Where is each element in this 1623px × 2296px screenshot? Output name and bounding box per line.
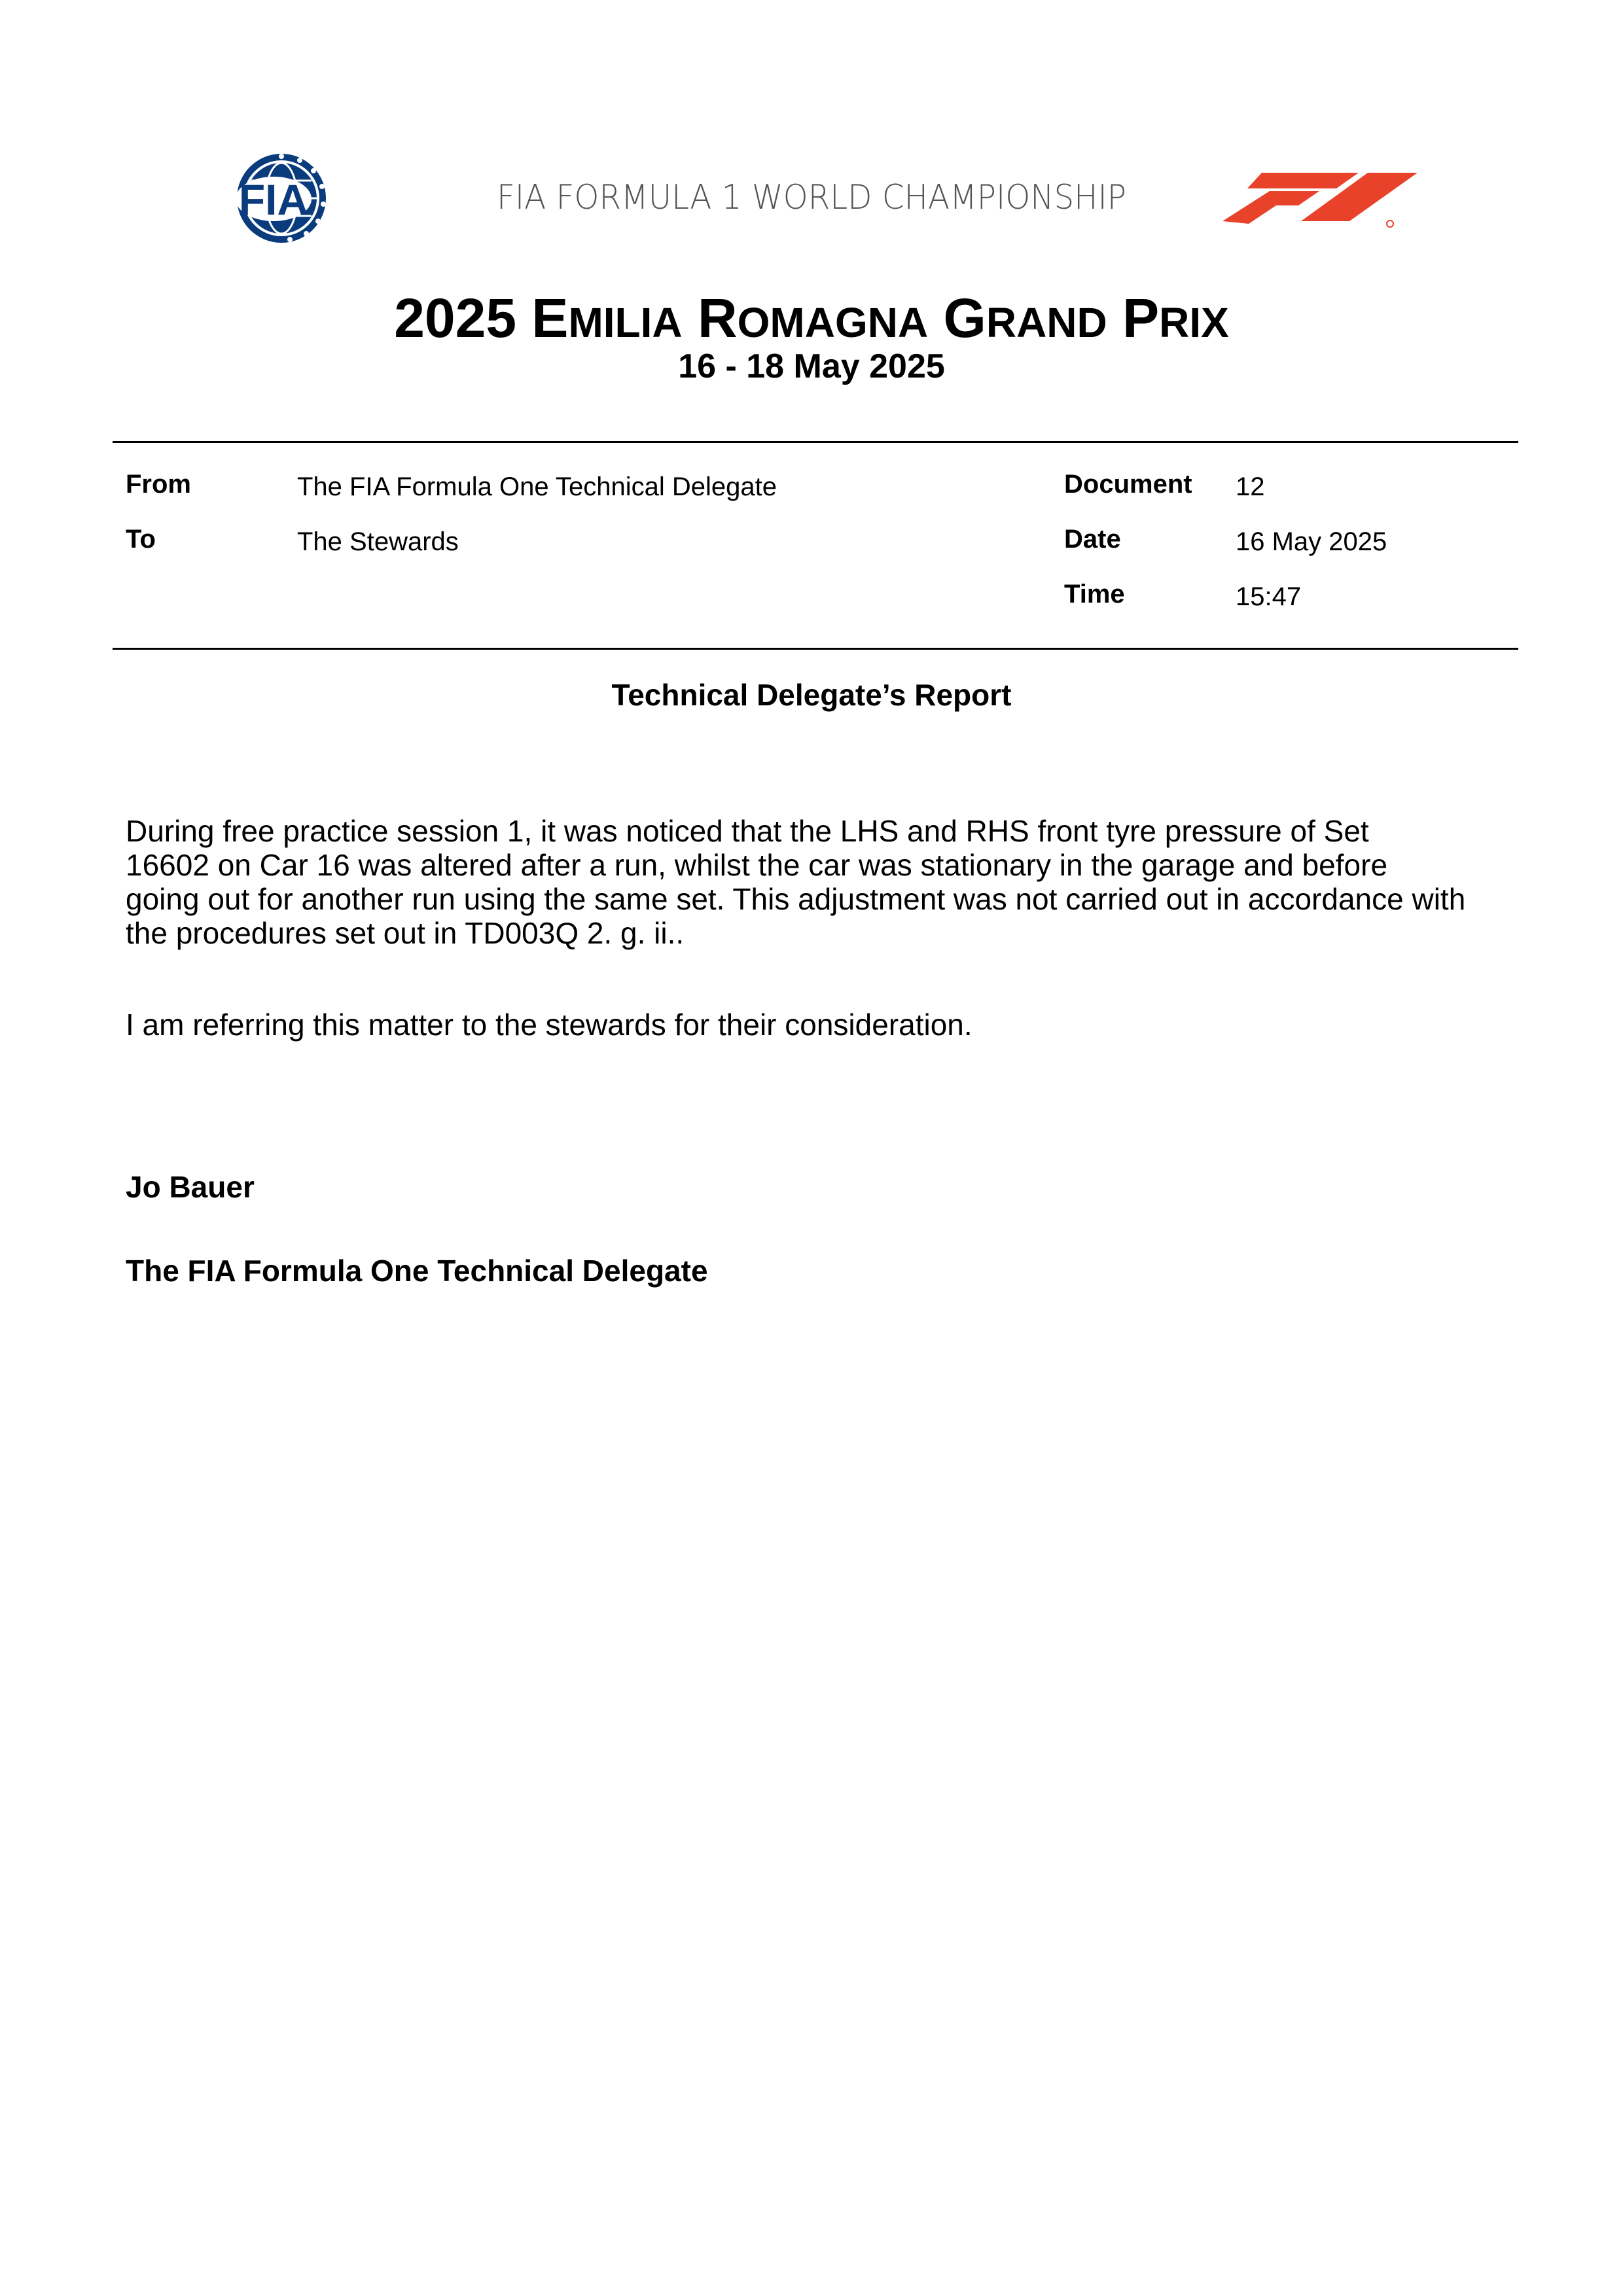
to-value: The Stewards — [297, 527, 459, 556]
document-label: Document — [1064, 470, 1192, 499]
event-title-word-4: PRIX — [1122, 287, 1229, 349]
report-paragraph-1-line: During free practice session 1, it was noticed that the LHS and RHS front tyre pressure of Set — [126, 814, 1369, 848]
from-label: From — [126, 470, 191, 499]
event-year: 2025 — [394, 287, 517, 349]
event-title-word-3: GRAND — [943, 287, 1107, 349]
time-label: Time — [1064, 580, 1125, 609]
report-paragraph-1-line: 16602 on Car 16 was altered after a run, whilst the car was stationary in the garage and before — [126, 848, 1388, 882]
championship-heading: FIA FORMULA 1 WORLD CHAMPIONSHIP — [497, 178, 1126, 217]
event-dates: 16 - 18 May 2025 — [678, 347, 945, 385]
time-value: 15:47 — [1236, 582, 1302, 611]
report-paragraph-2: I am referring this matter to the stewards for their consideration. — [126, 1008, 972, 1042]
date-label: Date — [1064, 525, 1121, 554]
signature-role: The FIA Formula One Technical Delegate — [126, 1254, 708, 1288]
report-paragraph-1 — [126, 814, 1520, 950]
signature-name: Jo Bauer — [126, 1170, 255, 1204]
event-title-word-1: EMILIA — [531, 287, 683, 349]
fia-logo-text: FIA — [238, 175, 309, 224]
report-paragraph-1-line: the procedures set out in TD003Q 2. g. ii.. — [126, 916, 685, 950]
report-title: Technical Delegate’s Report — [611, 678, 1012, 712]
document-value: 12 — [1236, 472, 1265, 501]
event-title-word-2: ROMAGNA — [697, 287, 929, 349]
divider-bottom — [113, 648, 1518, 650]
date-value: 16 May 2025 — [1236, 527, 1387, 556]
divider-top — [113, 441, 1518, 443]
from-value: The FIA Formula One Technical Delegate — [297, 472, 777, 501]
report-paragraph-1-line: going out for another run using the same set. This adjustment was not carried out in accordance with — [126, 882, 1466, 916]
f1-logo-icon — [1221, 173, 1420, 228]
to-label: To — [126, 525, 156, 554]
